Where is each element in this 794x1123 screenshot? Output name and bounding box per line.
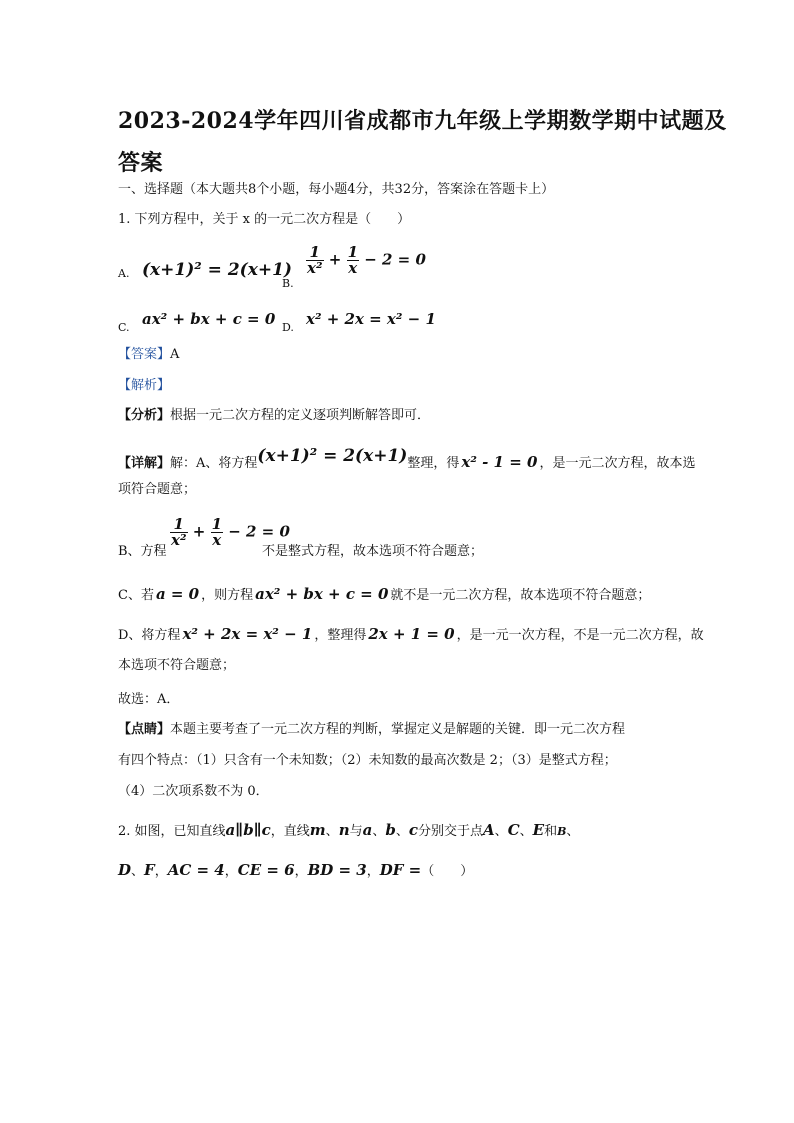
q1-option-b	[282, 272, 294, 291]
q1-option-a-label: A.	[118, 267, 130, 280]
q1-option-b-label: B.	[282, 277, 294, 290]
q1-option-a-equation: (x+1)² = 2(x+1)	[142, 260, 292, 280]
q1-option-b-num2: 1	[347, 243, 358, 261]
q1-option-c	[118, 316, 130, 335]
document-title-line1: 2023-2024学年四川省成都市九年级上学期数学期中试题及	[118, 108, 727, 134]
q1-option-d	[282, 316, 294, 335]
q1-fenxi-label: 【分析】	[118, 408, 171, 423]
q1-option-b-equation	[306, 245, 426, 276]
q2-text-4: 与	[349, 824, 363, 839]
q1-xj-b-fraction-2	[211, 517, 223, 548]
q1-xj-d-text3: ，是一元一次方程，不是一元二次方程，故	[456, 628, 704, 643]
q2-math-E: E	[532, 821, 545, 839]
q2-stem-line2	[118, 860, 473, 882]
q1-xj-c-text1: C、若	[118, 588, 154, 603]
q1-fenxi	[118, 406, 430, 426]
q2-math-n: n	[338, 821, 350, 839]
q1-option-a	[118, 262, 129, 281]
q2-l2-text-2: ，	[154, 864, 168, 879]
q1-xj-a-eq1: (x+1)² = 2(x+1)	[257, 446, 408, 466]
q2-text-1: 2. 如图，已知直线	[118, 824, 226, 839]
q2-math-b: b	[385, 821, 396, 839]
q1-dianjing-text1: 本题主要考查了一元二次方程的判断，掌握定义是解题的关键．即一元二次方程	[170, 722, 626, 737]
q1-xj-b-fraction-1	[170, 517, 188, 548]
q2-text-2: ，直线	[270, 824, 310, 839]
q1-option-b-fraction-1	[306, 245, 324, 276]
q2-text-7: 分别交于点	[418, 824, 484, 839]
q1-dianjing-line1	[118, 720, 625, 740]
q1-dianjing-label: 【点睛】	[118, 722, 171, 737]
q1-xj-b-num2: 1	[211, 515, 222, 533]
q1-option-b-fraction-2	[347, 245, 359, 276]
q2-text-3: 、	[325, 824, 339, 839]
q2-math-c: c	[408, 821, 419, 839]
q1-xj-d-text1: D、将方程	[118, 628, 181, 643]
q1-option-c-equation: ax² + bx + c = 0	[142, 310, 276, 328]
q2-math-B: B	[557, 825, 567, 838]
q1-answer-label: 【答案】	[118, 347, 171, 362]
section-heading: 一、选择题（本大题共8个小题，每小题4分，共32分，答案涂在答题卡上）	[118, 182, 555, 197]
q1-xj-b-num1: 1	[170, 517, 188, 533]
q1-stem: 1. 下列方程中，关于 x 的一元二次方程是（ ）	[118, 212, 411, 227]
q1-xj-d-eq1: x² + 2x = x² − 1	[182, 625, 313, 643]
q2-math-parallel: a∥b∥c	[225, 821, 271, 839]
q1-xj-d-eq2: 2x + 1 = 0	[368, 625, 455, 643]
q1-option-d-equation: x² + 2x = x² − 1	[306, 310, 436, 328]
q2-text-10: 和	[544, 824, 558, 839]
q2-l2-text-6: （ ）	[421, 864, 474, 879]
q1-xj-d-text2: ，整理得	[314, 628, 367, 643]
q2-math-F: F	[144, 861, 155, 879]
q1-option-b-plus: +	[328, 250, 342, 269]
q1-xiangjie-c	[118, 584, 650, 606]
q1-xj-a-text3: ，是一元二次方程，故本选	[539, 456, 696, 471]
q1-xj-a-eq2: x² - 1 = 0	[461, 453, 538, 471]
q2-stem-line1	[118, 820, 579, 842]
q1-jiexi-label: 【解析】	[118, 378, 171, 393]
q2-l2-text-3: ，	[224, 864, 238, 879]
q2-math-AC: AC = 4	[167, 861, 225, 879]
q2-math-A: A	[483, 821, 495, 839]
q1-xj-a-text2: 整理，得	[407, 456, 460, 471]
q1-dianjing-line3: （4）二次项系数不为 0．	[118, 784, 269, 799]
document-title-line2: 答案	[118, 150, 164, 176]
q1-option-b-den1: x²	[307, 259, 323, 277]
q1-dianjing-line2: 有四个特点：（1）只含有一个未知数；（2）未知数的最高次数是 2；（3）是整式方程；	[118, 753, 617, 768]
q1-xiangjie-a-line1	[118, 446, 696, 474]
q1-answer	[118, 345, 179, 365]
q1-xj-b-den2: x	[212, 531, 222, 549]
q1-xj-a-text1: 解：A、将方程	[170, 456, 258, 471]
q1-xj-c-text2: ，则方程	[201, 588, 254, 603]
q2-text-5: 、	[372, 824, 386, 839]
q1-conclusion: 故选：A．	[118, 692, 180, 707]
q1-xj-b-tail: − 2 = 0	[228, 522, 290, 541]
q2-math-D: D	[118, 861, 132, 879]
q1-xj-c-text3: 就不是一元二次方程，故本选项不符合题意；	[390, 588, 651, 603]
q2-l2-text-4: ，	[294, 864, 308, 879]
q1-xj-b-plus: +	[192, 522, 206, 541]
q1-answer-value: A	[170, 347, 180, 362]
q1-xiangjie-d-line1	[118, 624, 704, 646]
q2-text-8: 、	[494, 824, 508, 839]
q1-option-d-label: D.	[282, 321, 294, 334]
q2-math-a: a	[362, 821, 373, 839]
q1-option-b-tail: − 2 = 0	[364, 250, 426, 269]
q1-option-c-label: C.	[118, 321, 130, 334]
q1-option-b-num1: 1	[306, 245, 324, 261]
q1-xj-b-den1: x²	[171, 531, 187, 549]
q1-xiangjie-label: 【详解】	[118, 456, 171, 471]
q1-option-b-den2: x	[348, 259, 358, 277]
q1-xiangjie-d-line2: 本选项不符合题意；	[118, 658, 236, 673]
q2-l2-text-5: ，	[366, 864, 380, 879]
q2-text-9: 、	[519, 824, 533, 839]
q1-xj-c-eq1: a = 0	[155, 585, 200, 603]
q2-math-m: m	[309, 821, 326, 839]
q2-math-C: C	[507, 821, 520, 839]
q1-xiangjie-a-line2: 项符合题意；	[118, 482, 197, 497]
q1-xj-b-text1: B、方程	[118, 544, 167, 559]
q2-text-6: 、	[395, 824, 409, 839]
q2-math-DF: DF =	[379, 861, 422, 879]
q2-l2-text-1: 、	[131, 864, 145, 879]
q2-math-BD: BD = 3	[307, 861, 367, 879]
q1-xj-c-eq2: ax² + bx + c = 0	[255, 585, 389, 603]
q1-xj-b-text2: 不是整式方程，故本选项不符合题意；	[262, 544, 484, 559]
q2-text-11: 、	[566, 824, 580, 839]
q2-math-CE: CE = 6	[237, 861, 295, 879]
q1-fenxi-text: 根据一元二次方程的定义逐项判断解答即可．	[170, 408, 431, 423]
